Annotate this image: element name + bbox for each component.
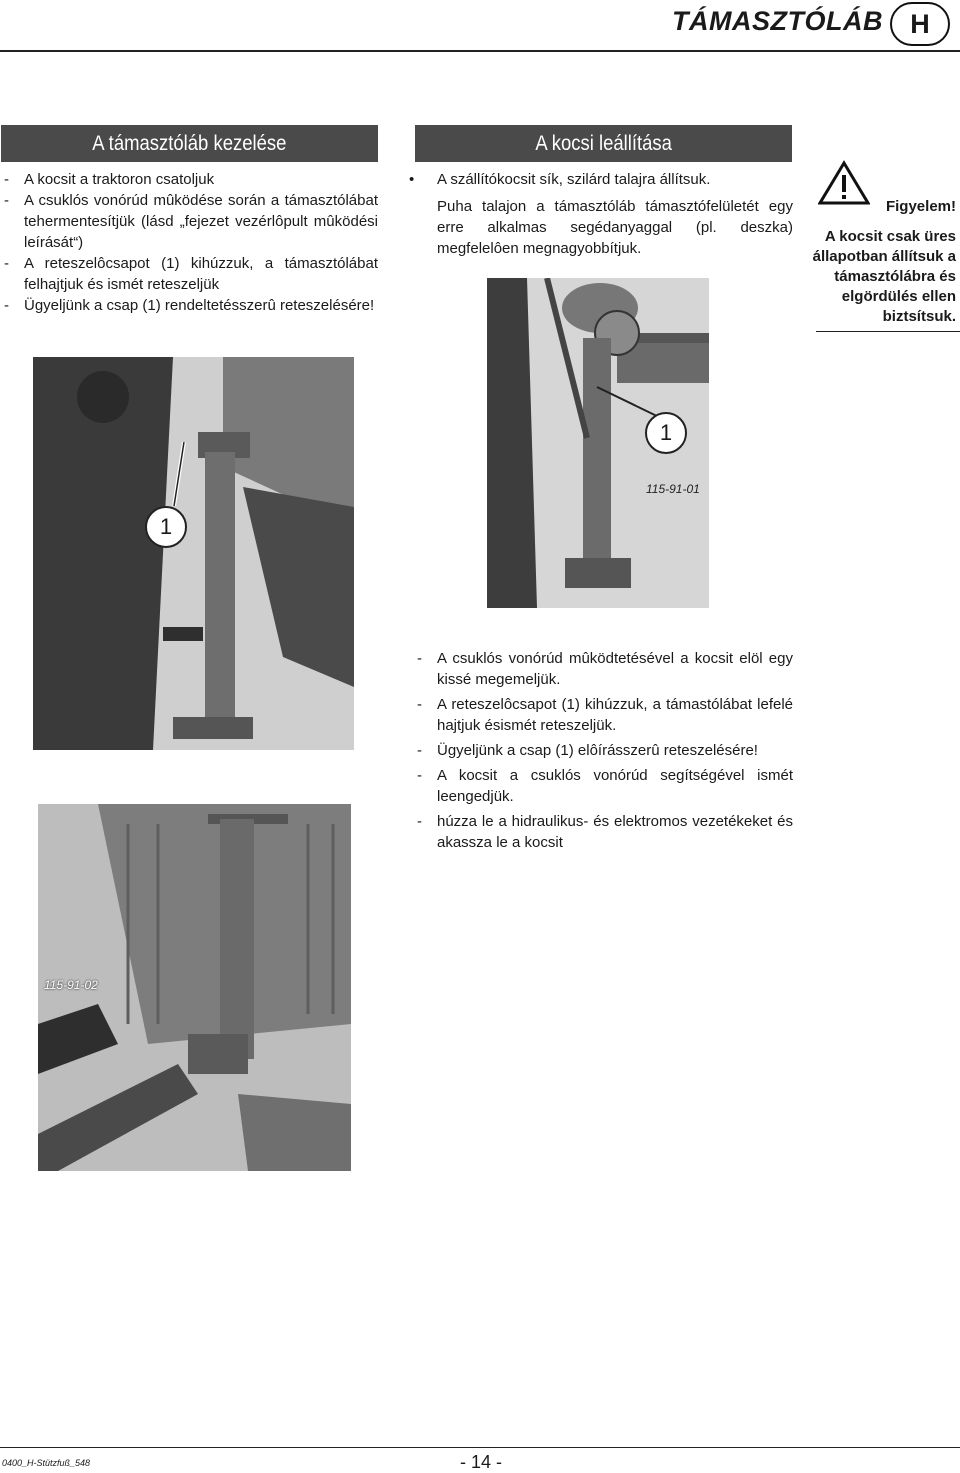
chapter-letter-badge: H [890, 2, 950, 46]
photo-operating-jack [33, 357, 354, 750]
list-item: - A reteszelôcsapot (1) kihúzzuk, a támastólábat lefelé hajtjuk ésismét reteszeljük. [417, 696, 793, 734]
list-item: - A reteszelôcsapot (1) kihúzzuk, a támasztólábat felhajtjuk és ismét reteszeljük [4, 255, 378, 293]
left-instruction-list [2, 169, 378, 316]
warning-rule [816, 331, 960, 332]
list-item: - Ügyeljünk a csap (1) elôírásszerû reteszelésére! [417, 742, 758, 759]
list-item: - A csuklós vonórúd mûködtetésével a kocsit elöl egy kissé megemeljük. [417, 650, 793, 688]
figure-code: 115-91-01 [646, 482, 700, 496]
page-title: TÁMASZTÓLÁB [672, 6, 883, 36]
bullet-line: • A szállítókocsit sík, szilárd talajra állítsuk. [409, 171, 711, 188]
bullet-dot-icon: • [409, 171, 415, 188]
list-item: - Ügyeljünk a csap (1) rendeltetésszerû reteszelésére! [4, 297, 375, 314]
callout-number: 1 [645, 412, 687, 454]
callout-leader-line [170, 440, 190, 510]
callout-number: 1 [145, 506, 187, 548]
list-item: - A kocsit a traktoron csatoljuk [4, 171, 215, 188]
right-instruction-list [415, 648, 793, 853]
footer-rule [0, 1447, 960, 1448]
right-paragraph: Puha talajon a támasztóláb támasztófelületét egy erre alkalmas segédanyaggal (pl. deszka) megfelelôen megnagyobbítjuk. [437, 198, 793, 257]
list-item: - A kocsit a csuklós vonórúd segítségével ismét leengedjük. [417, 767, 793, 805]
warning-text: A kocsit csak üres állapotban állítsuk a támasztólábra és elgördülés ellen biztsítsuk. [812, 228, 956, 325]
right-section-heading: A kocsi leállítása [415, 125, 792, 162]
list-item: - A csuklós vonórúd mûködése során a támasztólábat tehermentesítjük (lásd „fejezet vezérlôpult mûködési leírását“) [4, 192, 378, 251]
warning-triangle-icon [818, 160, 870, 206]
figure-code: 115-91-02 [44, 978, 98, 992]
footer-doc-code: 0400_H-Stützfuß_548 [2, 1458, 91, 1468]
warning-title: Figyelem! [885, 198, 956, 215]
header-rule [0, 50, 960, 52]
left-section-heading: A támasztóláb kezelése [1, 125, 378, 162]
list-item: - húzza le a hidraulikus- és elektromos vezetékeket és akassza le a kocsit [417, 813, 793, 851]
page-number: - 14 - [460, 1452, 503, 1472]
